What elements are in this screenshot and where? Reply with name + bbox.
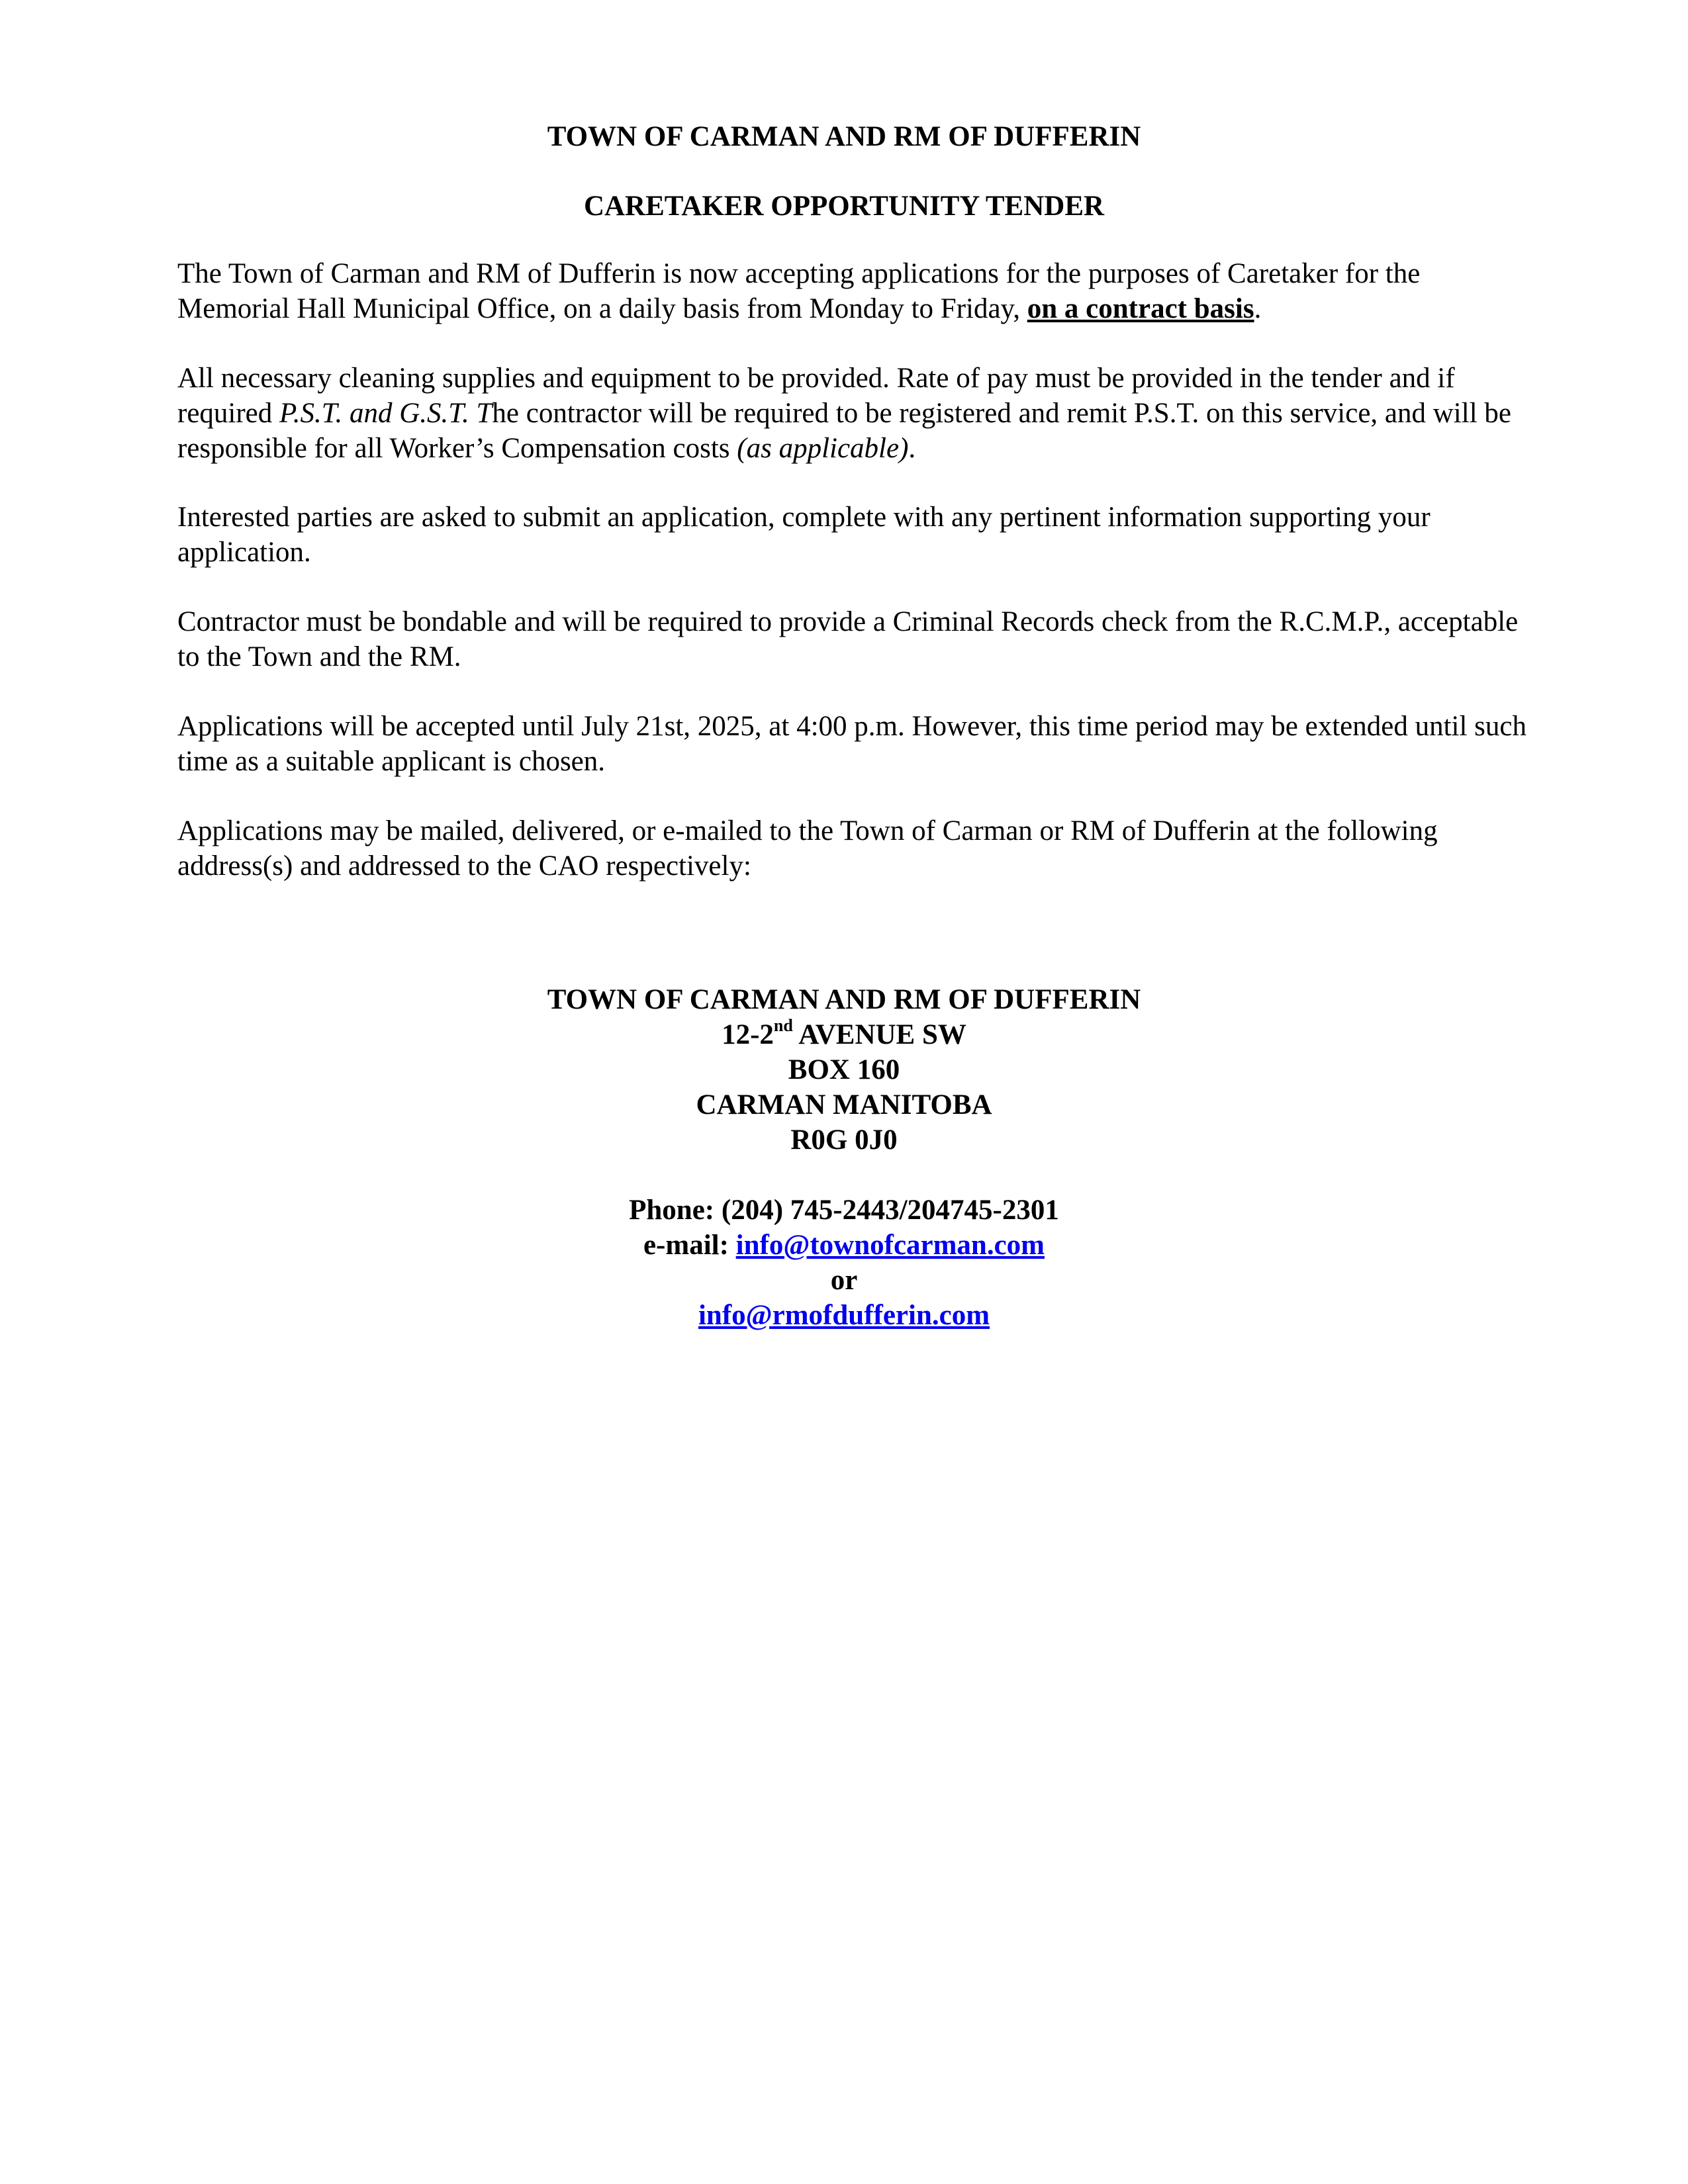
paragraph-intro-text: The Town of Carman and RM of Dufferin is now accepting applications for the purposes of Caretaker for the Memorial Hall Municipal Office, on a daily basis from Monday to Friday, bbox=[177, 258, 1421, 324]
paragraph-contractor-requirements: Contractor must be bondable and will be required to provide a Criminal Records check from the R.C.M.P., acceptable to the Town and the RM. bbox=[177, 606, 1519, 672]
address-spacer bbox=[0, 1158, 1688, 1193]
email-link-town[interactable]: info@townofcarman.com bbox=[735, 1230, 1045, 1261]
address-postal-code: R0G 0J0 bbox=[790, 1124, 898, 1156]
paragraph-supplies-end: . bbox=[908, 433, 916, 464]
email-link-rm[interactable]: info@rmofdufferin.com bbox=[698, 1300, 990, 1331]
phone-label: Phone: bbox=[629, 1195, 722, 1226]
phone-number: (204) 745-2443/204745-2301 bbox=[721, 1195, 1059, 1226]
street-ordinal-suffix: nd bbox=[773, 1015, 793, 1035]
address-city: CARMAN MANITOBA bbox=[696, 1089, 992, 1120]
email-label: e-mail: bbox=[643, 1230, 736, 1261]
paragraph-supplies bbox=[177, 361, 1528, 466]
paragraph-supplies-text-b: he contractor will be required to be registered and remit P.S.T. on this service, and will be responsible for all Worker’s Compensation costs bbox=[177, 398, 1511, 464]
email-line bbox=[0, 1228, 1688, 1263]
paragraph-intro bbox=[177, 256, 1528, 326]
document-subtitle: CARETAKER OPPORTUNITY TENDER bbox=[583, 191, 1105, 222]
address-name: TOWN OF CARMAN AND RM OF DUFFERIN bbox=[547, 984, 1141, 1015]
or-separator: or bbox=[830, 1265, 858, 1296]
street-number: 12-2 bbox=[722, 1019, 774, 1050]
paragraph-deadline: Applications will be accepted until July 21st, 2025, at 4:00 p.m. However, this time period may be extended until such time as a suitable applicant is chosen. bbox=[177, 711, 1526, 777]
contract-basis-emphasis: on a contract basis bbox=[1027, 293, 1254, 324]
paragraph-supplies-text-a: All necessary cleaning supplies and equipment to be provided. Rate of pay must be provided in the tender and if required bbox=[177, 363, 1455, 429]
email-line-rm bbox=[0, 1298, 1688, 1333]
address-block bbox=[0, 982, 1688, 1333]
as-applicable-italic: (as applicable) bbox=[737, 433, 909, 464]
paragraph-interested-parties: Interested parties are asked to submit an application, complete with any pertinent information supporting your application. bbox=[177, 502, 1430, 568]
document-title: TOWN OF CARMAN AND RM OF DUFFERIN bbox=[547, 121, 1141, 152]
phone-line bbox=[0, 1193, 1688, 1228]
paragraph-intro-end: . bbox=[1254, 293, 1262, 324]
street-name: AVENUE SW bbox=[792, 1019, 966, 1050]
address-street bbox=[0, 1017, 1688, 1052]
address-box: BOX 160 bbox=[788, 1054, 900, 1085]
paragraph-submission: Applications may be mailed, delivered, or e-mailed to the Town of Carman or RM of Dufferin at the following address(s) and addressed to the CAO respectively: bbox=[177, 815, 1438, 882]
pst-gst-italic: P.S.T. and G.S.T. T bbox=[279, 398, 492, 429]
